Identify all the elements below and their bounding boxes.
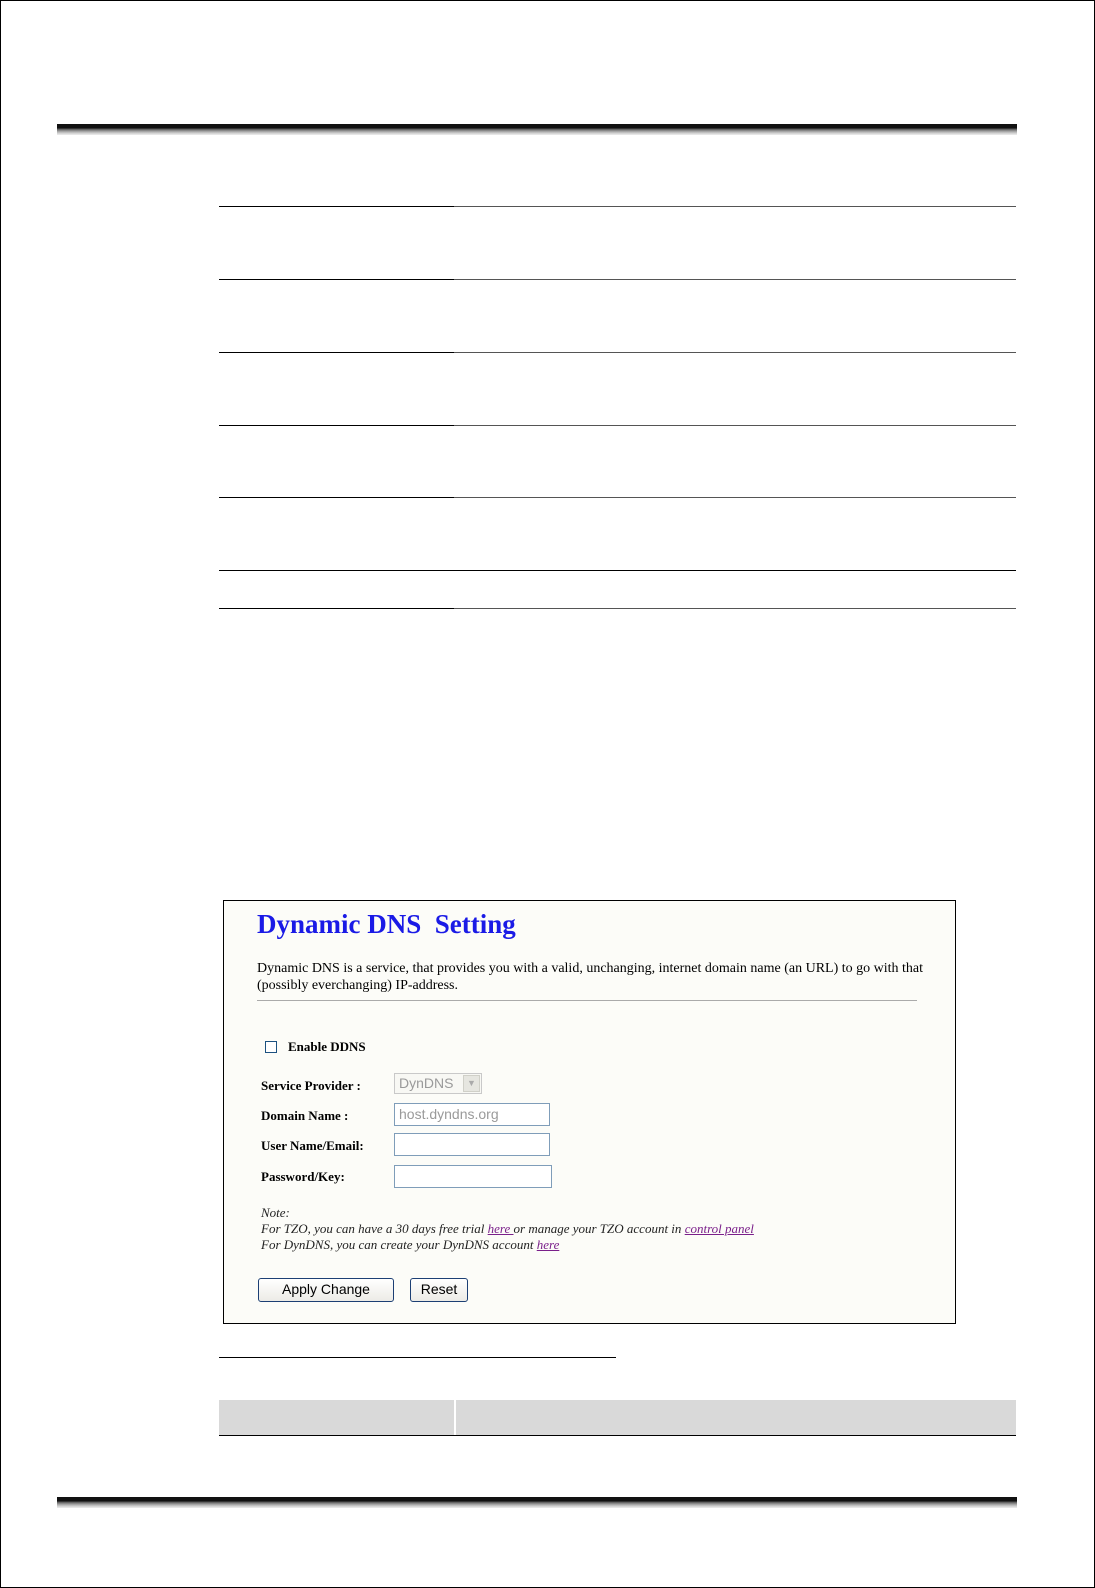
table-row-line (219, 206, 1016, 207)
username-input[interactable] (394, 1133, 550, 1156)
footer-rule (57, 1497, 1017, 1508)
domain-name-input[interactable]: host.dyndns.org (394, 1103, 550, 1126)
table-row-line (219, 570, 1016, 571)
password-input[interactable] (394, 1165, 552, 1188)
table-row-line (219, 279, 1016, 280)
table-row-line (219, 608, 1016, 609)
note-tzo-line (261, 1221, 754, 1237)
note-tzo-middle: or manage your TZO account in (513, 1221, 685, 1236)
service-provider-select[interactable] (394, 1073, 482, 1094)
table-header-row (219, 1400, 1016, 1436)
note-tzo-prefix: For TZO, you can have a 30 days free trial (261, 1221, 488, 1236)
table-row-line (219, 425, 1016, 426)
service-provider-label: Service Provider : (261, 1078, 361, 1093)
service-provider-value: DynDNS (399, 1075, 454, 1091)
reset-button[interactable]: Reset (410, 1278, 468, 1302)
section-divider (257, 1000, 917, 1001)
tzo-trial-link[interactable]: here (487, 1221, 514, 1236)
enable-ddns-row[interactable] (265, 1039, 366, 1055)
enable-ddns-label: Enable DDNS (288, 1039, 366, 1054)
table-row-line (219, 497, 1016, 498)
ddns-description: Dynamic DNS is a service, that provides you with a valid, unchanging, internet domain name (an URL) to go with that (possibly everchanging) IP-address. (257, 961, 924, 993)
note-block (261, 1205, 754, 1253)
note-dyndns-line (261, 1237, 754, 1253)
enable-ddns-checkbox[interactable] (265, 1041, 277, 1053)
table-row-line (219, 352, 1016, 353)
dyndns-account-link[interactable]: here (536, 1237, 560, 1252)
domain-name-label: Domain Name : (261, 1108, 349, 1123)
apply-change-button[interactable]: Apply Change (258, 1278, 394, 1302)
table-column-divider (454, 1400, 456, 1435)
header-rule (57, 124, 1017, 135)
note-heading: Note: (261, 1205, 290, 1220)
page-title: Dynamic DNS Setting (257, 909, 516, 939)
tzo-control-panel-link[interactable]: control panel (684, 1221, 754, 1236)
password-label: Password/Key: (261, 1169, 345, 1184)
chevron-down-icon[interactable]: ▼ (463, 1075, 480, 1092)
ddns-settings-screenshot (223, 900, 956, 1324)
note-dyndns-prefix: For DynDNS, you can create your DynDNS account (261, 1237, 537, 1252)
footnote-rule (219, 1357, 616, 1358)
username-label: User Name/Email: (261, 1138, 364, 1153)
